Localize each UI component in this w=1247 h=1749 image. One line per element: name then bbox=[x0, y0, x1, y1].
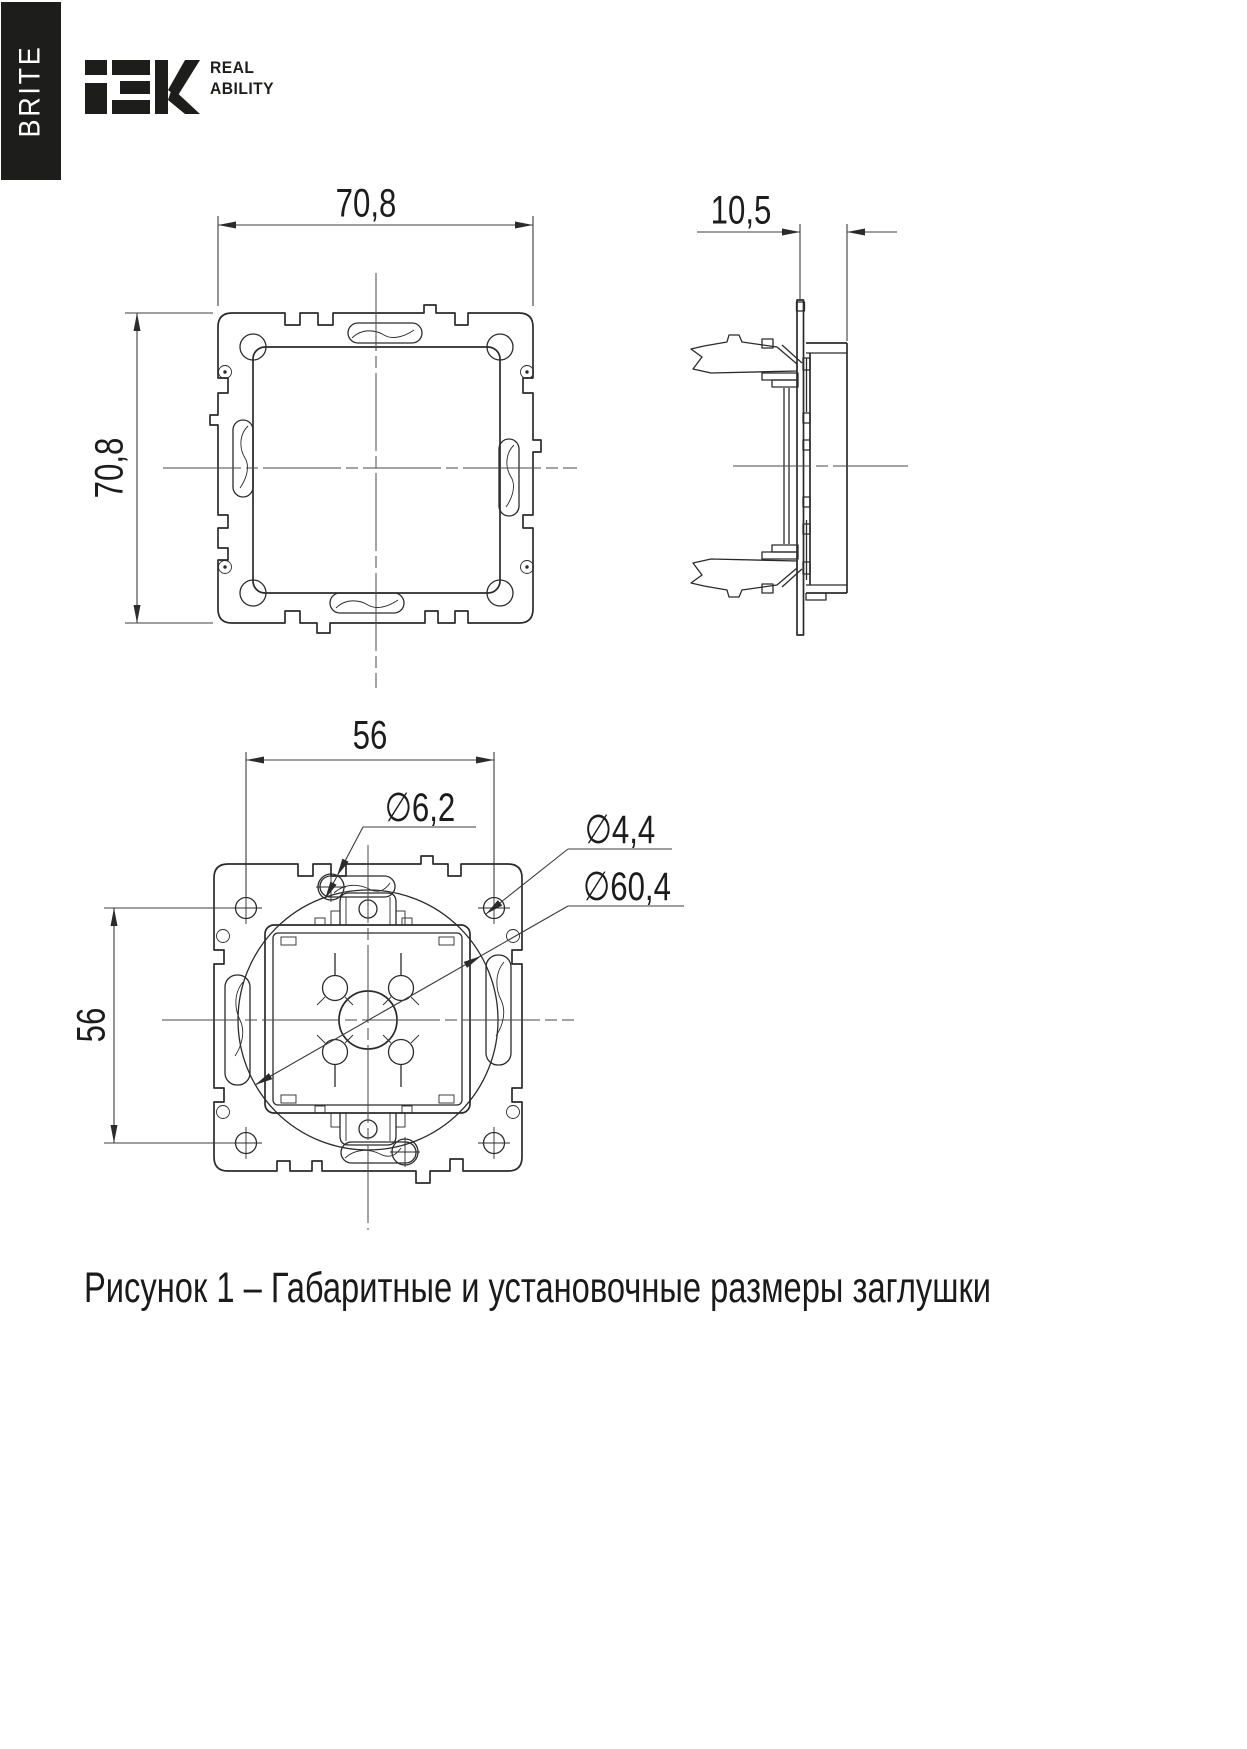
side-expansion-claw-top bbox=[691, 335, 802, 387]
slot-diameter-label: ∅6,2 bbox=[384, 786, 456, 830]
mounting-slot-bottom bbox=[341, 1137, 420, 1167]
tagline-line2: ABILITY bbox=[210, 79, 275, 98]
figure-caption: Рисунок 1 – Габаритные и установочные размеры заглушки bbox=[84, 1264, 992, 1312]
front-width-label: 70,8 bbox=[335, 181, 397, 226]
side-view-drawing bbox=[691, 224, 908, 635]
mounting-width-dimension bbox=[246, 752, 494, 896]
side-depth-label: 10,5 bbox=[710, 188, 772, 233]
hole-diameter-label: ∅4,4 bbox=[584, 808, 656, 852]
front-view-drawing bbox=[125, 216, 577, 688]
circle-diameter-label: ∅60,4 bbox=[583, 865, 671, 909]
mounting-width-label: 56 bbox=[352, 713, 388, 758]
tagline-line1: REAL bbox=[210, 58, 255, 77]
side-cover-block bbox=[806, 343, 847, 600]
front-height-label: 70,8 bbox=[87, 437, 132, 499]
side-plate bbox=[797, 300, 804, 635]
leader-slot-diameter bbox=[325, 827, 476, 899]
brite-series-label: BRITE bbox=[14, 44, 48, 138]
side-expansion-claw-bottom bbox=[691, 545, 802, 597]
mounting-height-label: 56 bbox=[69, 1007, 114, 1043]
mounting-slot-top bbox=[316, 872, 395, 902]
